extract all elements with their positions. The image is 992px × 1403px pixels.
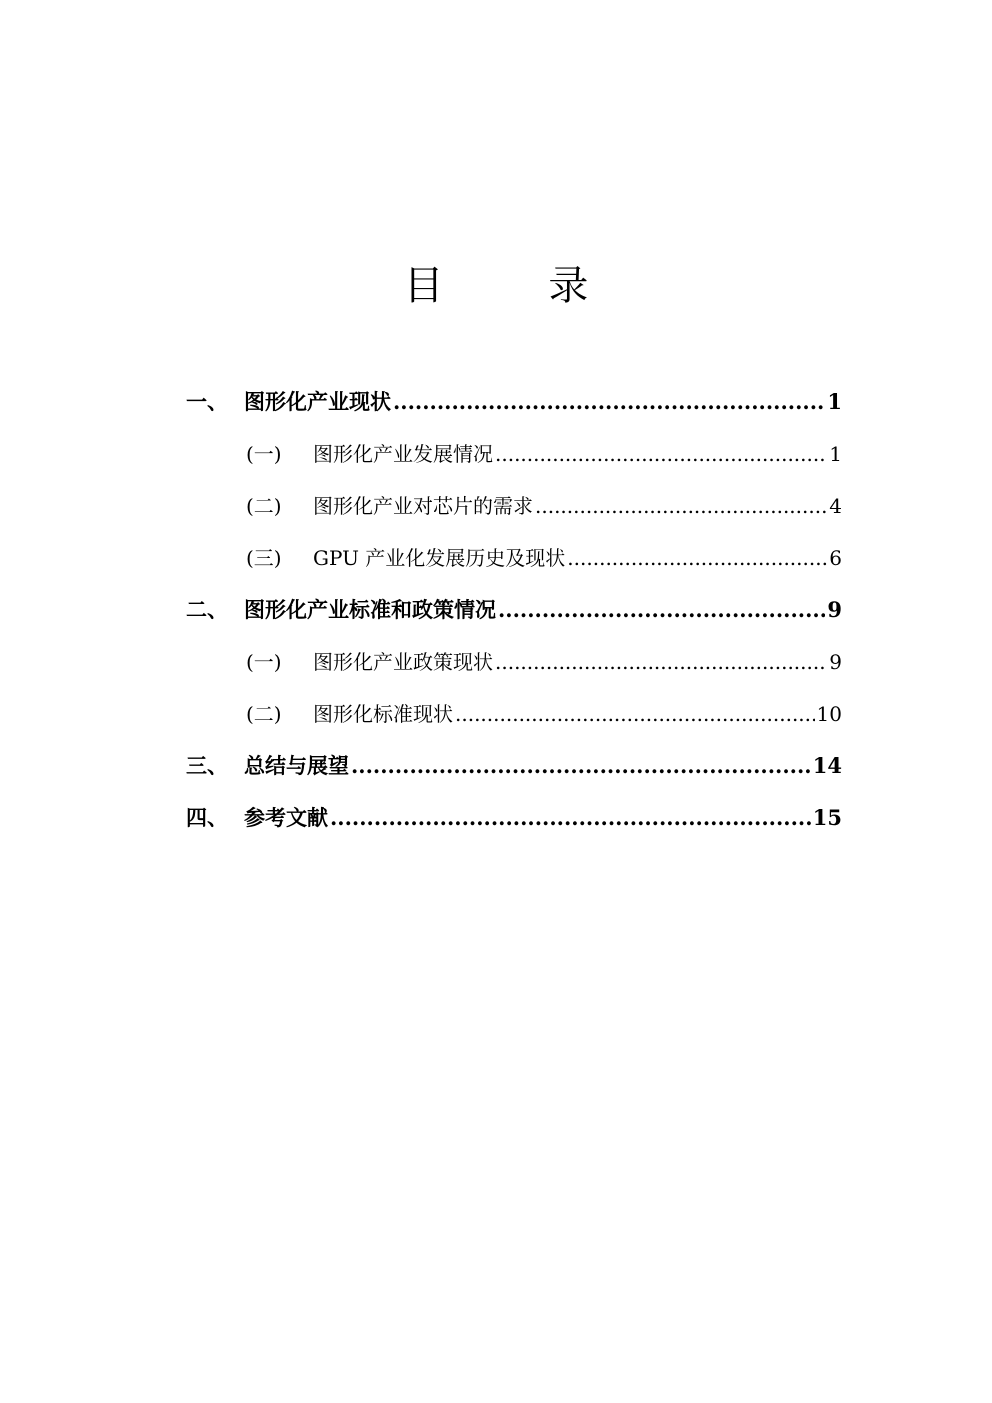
page-title: 目 录 [403, 263, 635, 309]
toc-entry-number: (一) [246, 650, 282, 674]
toc-entry-number: 一、 [186, 389, 228, 414]
toc-dot-leader [393, 384, 825, 420]
toc-entry-4[interactable] [186, 800, 842, 852]
toc-dot-leader [495, 436, 827, 472]
toc-entry-1-2[interactable] [186, 488, 842, 540]
toc-entry-2-2[interactable] [186, 696, 842, 748]
toc-entry-title: 图形化产业标准和政策情况 [244, 597, 496, 622]
toc-entry-1-1[interactable] [186, 436, 842, 488]
toc-dot-leader [567, 540, 827, 576]
toc-entry-number: (一) [246, 442, 282, 466]
toc-entry-2-1[interactable] [186, 644, 842, 696]
toc-entry-2[interactable] [186, 592, 842, 644]
toc-entry-page: 4 [829, 494, 842, 518]
toc-dot-leader [455, 696, 815, 732]
toc-entry-title: 参考文献 [244, 805, 328, 830]
toc-entry-title: 图形化产业对芯片的需求 [313, 494, 533, 518]
toc-entry-page: 1 [829, 442, 842, 466]
toc-entry-title: 图形化产业发展情况 [313, 442, 493, 466]
toc-dot-leader [495, 644, 827, 680]
toc-entry-3[interactable] [186, 748, 842, 800]
toc-entry-title: 图形化产业政策现状 [313, 650, 493, 674]
toc-entry-number: 三、 [186, 753, 228, 778]
toc-entry-page: 6 [829, 546, 842, 570]
toc-entry-page: 10 [816, 702, 842, 726]
toc-entry-number: 四、 [186, 805, 228, 830]
toc-entry-number: 二、 [186, 597, 228, 622]
toc-dot-leader [351, 748, 811, 784]
toc-entry-title: GPU 产业化发展历史及现状 [313, 546, 566, 570]
toc-dot-leader [535, 488, 827, 524]
toc-entry-title: 图形化标准现状 [313, 702, 453, 726]
toc-entry-page: 9 [827, 597, 842, 622]
toc-entry-page: 14 [812, 753, 842, 778]
toc-dot-leader [498, 592, 825, 628]
toc-entry-1-3[interactable] [186, 540, 842, 592]
toc-entry-title: 总结与展望 [244, 753, 349, 778]
toc-dot-leader [330, 800, 811, 836]
toc-entry-1[interactable] [186, 384, 842, 436]
toc-entry-number: (二) [246, 494, 282, 518]
table-of-contents [186, 384, 842, 852]
toc-entry-page: 9 [829, 650, 842, 674]
toc-entry-page: 1 [827, 389, 842, 414]
toc-entry-number: (二) [246, 702, 282, 726]
toc-entry-page: 15 [812, 805, 842, 830]
toc-entry-title: 图形化产业现状 [244, 389, 391, 414]
toc-entry-number: (三) [246, 546, 282, 570]
